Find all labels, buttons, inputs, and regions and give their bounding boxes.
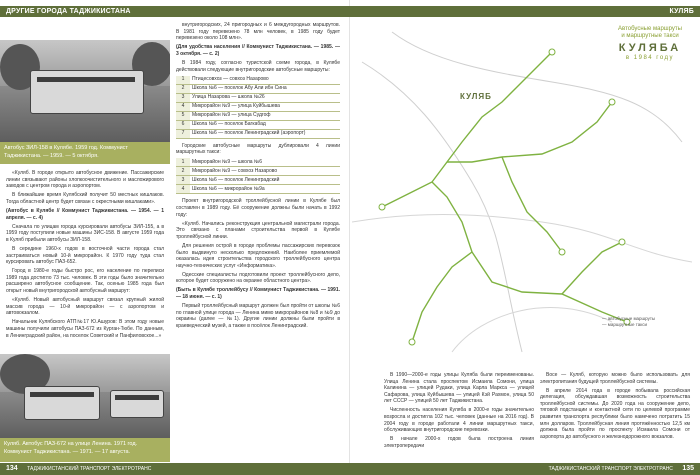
route-line — [562, 242, 622, 294]
route-line — [447, 102, 612, 162]
left-column-text — [6, 170, 164, 342]
bus-photo-2 — [0, 354, 170, 438]
source-citation: (Быть в Кулябе троллейбусу // Коммунист Таджикистана. — 1991. — 18 июня. — с. 1) — [176, 287, 340, 301]
table-row: 1 Птицесовхоз — совхоз Назарово — [176, 76, 340, 85]
paragraph: Сначала по улицам города курсировали автобусы ЗИЛ-155, а в 1959 году поступили новые машины ЗИС-158. В августе 1959 года в Куляб прибыли автобусы ЗИЛ-158. — [6, 223, 164, 243]
source-citation: (Автобус в Кулябе // Коммунист Таджикистана. — 1954. — 1 апреля. — с. 4) — [6, 207, 164, 221]
paragraph: В начале 2000-х годов была построена линия электропередачи — [384, 436, 534, 449]
paragraph: Для решения острой в городе проблемы пассажирских перевозок было выдвинуто несколько предложений. Наиболее приемлемой оказалась идея строительства городского троллейбусного центра научно-технических услуг «Информатика». — [176, 242, 340, 269]
map-title-year: в 1984 году — [625, 55, 675, 61]
map-title-line: и маршрутные такси — [621, 33, 679, 39]
right-running-header: КУЛЯБ — [350, 6, 700, 17]
paragraph: В ближайшие время Кулябский получит 50 местных кишлаков. Тогда областной центр будет связан с окрестными кишлаками». — [6, 192, 164, 205]
route-line — [412, 252, 472, 342]
route-terminals — [379, 49, 630, 345]
map-city-label: КУЛЯБ — [460, 92, 492, 101]
route-line — [382, 52, 552, 207]
paragraph: В апреле 2014 года в городе побывала российская делегация, обсуждавшая возможность строительства троллейбусной системы. До 2020 года на сооружение депо, тяговой подстанции и контактной сети по целевой программе развития транспорта республики было намечено потратить 15 млн долларов. Троллейбусная линия протяжённостью 12,5 км должна была пройти по проспекту Исмаила Сомони от аэропорта до автобусного и железнодорожного вокзалов. — [540, 387, 690, 440]
right-footer — [350, 463, 700, 475]
table-row: 3 Школа №6 — поселок Ленинградский — [176, 176, 340, 185]
route-terminal — [619, 239, 625, 245]
paragraph: В 1990—2000-е годы улицы Куляба были переименованы. Улица Ленина стала проспектом Исмаила Сомони, улица Калинина — улицей Рудаки, улица Карла Маркса — улицей Сафарова, улица Куйбышева — улицей Кэй Рахмон, улица 50 лет СССР — улицей 50 лет Таджикистана. — [384, 372, 534, 405]
table-row: 4 Школа №6 — микрорайон №9а — [176, 185, 340, 194]
paragraph: В середине 1960-х годов в восточной части города стал застраиваться новый 10-й микрорайон. К 1970 году туда стал курсировать автобус ПАЗ-652. — [6, 245, 164, 266]
paragraph: «Куляб. Новый автобусный маршрут связал крупный жилой массив города — 10-й микрорайон — с аэропортом и автовокзалом. — [6, 297, 164, 317]
paragraph: Городские автобусные маршруты дублировали 4 линии маршрутных такси: — [176, 142, 340, 156]
paragraph: Проект внутригородской троллейбусной линии в Кулябе был составлен в 1989 году. Её сооружение должны были начать в 1992 году: — [176, 198, 340, 218]
map-legend — [602, 316, 655, 328]
page-number: 134 — [6, 465, 18, 472]
paragraph: В 1984 году, согласно туристской схеме города, в Кулябе действовали следующие внутригородские автобусные маршруты: — [176, 59, 340, 73]
route-map — [352, 22, 692, 362]
bus-photo-1 — [0, 40, 170, 142]
paragraph: Начальник Кулябского АТП№17 Ю.Ашуров: В этом году новые машины получили автобусы ПАЗ-672 из Курган-Тюбе. По данным, в Ленинградский район, на поселок Советский и Панфиловское...» — [6, 319, 164, 339]
table-row: 3 Улица Назарова — школа №26 — [176, 93, 340, 102]
right-column-1-text — [384, 372, 534, 452]
left-footer — [0, 463, 350, 475]
map-road — [452, 308, 612, 352]
route-terminal — [609, 99, 615, 105]
table-row: 6 Школа №6 — поселок Багкабад — [176, 120, 340, 129]
route-line — [502, 157, 562, 252]
photo-2-caption: Куляб. Автобус ПАЗ-672 на улице Ленина. 1971 год. Коммунист Таджикистана. — 1971. — 17 августа. — [0, 438, 170, 462]
footer-text: ТАДЖИКИСТАНСКИЙ ТРАНСПОРТ ЭЛЕКТРОТРАНС — [548, 466, 673, 472]
paragraph: «Куляб. В городе открыто автобусное движение. Пассажирские линии связывают районы хлопкоочистительного и масложирового заводов с центром города и аэропортом. — [6, 170, 164, 190]
taxi-routes-table — [176, 158, 340, 194]
table-row: 2 Микрорайон №9 — совхоз Назарово — [176, 167, 340, 176]
bus-routes-table — [176, 76, 340, 139]
paragraph: Одесские специалисты подготовили проект троллейбусного депо, которое будет сооружено на окраине областного центра». — [176, 271, 340, 285]
paragraph: Первый троллейбусный маршрут должен был пройти от школы №6 по главной улице города — Ленина мимо микрорайонов №8 и №9 до окраины (далее — №1). Другие линии должны были пройти в краеведческий музей, а также в посёлок Ленинградский. — [176, 303, 340, 329]
left-column-2-text — [176, 22, 340, 332]
right-column-2-text — [540, 372, 690, 443]
table-row: 1 Микрорайон №9 — школа №6 — [176, 158, 340, 167]
route-line — [432, 182, 627, 322]
photo-1-caption: Автобус ЗИЛ-158 в Кулябе. 1959 год. Коммунист Таджикистана. — 1959. — 5 октября. — [0, 142, 170, 164]
table-row: 2 Школа №6 — поселок Абу Али ибн Сина — [176, 84, 340, 93]
paragraph: Восе — Куляб, которую можно было использовать для электропитания будущей троллейбусной системы. — [540, 372, 690, 385]
footer-text: ТАДЖИКИСТАНСКИЙ ТРАНСПОРТ ЭЛЕКТРОТРАНС — [27, 466, 152, 472]
legend-entry: — автобусные маршруты — [602, 316, 656, 321]
paragraph: внутригородских, 24 пригородных и 6 междугородных маршрутов. В 1981 году перевезено 78 млн человек, в 1985 году будет перевезено около 108 млн». — [176, 22, 340, 42]
map-title-block — [610, 26, 690, 61]
table-row: 5 Микрорайон №9 — улица Судгоф — [176, 111, 340, 120]
page-number: 135 — [682, 465, 694, 472]
route-terminal — [559, 249, 565, 255]
paragraph: Город в 1980-е годы быстро рос, его население по переписи 1989 года достигло 73 тыс. человек. В эти годы было значительно расширено автобусное сообщение. Так, осенью 1985 года был открыт новый внутригородской автобусный маршрут: — [6, 268, 164, 294]
route-terminal — [549, 49, 555, 55]
source-citation: (Для удобства населения // Коммунист Таджикистана. — 1985. — 3 октября. — с. 2) — [176, 44, 340, 57]
table-row: 7 Школа №6 — поселок Ленинградский (аэропорт) — [176, 129, 340, 138]
map-title-line: Автобусные маршруты — [618, 26, 682, 32]
route-lines — [382, 52, 627, 342]
left-running-header: ДРУГИЕ ГОРОДА ТАДЖИКИСТАНА — [0, 6, 350, 17]
map-road — [352, 215, 692, 263]
legend-entry: — маршрутные такси — [602, 322, 647, 327]
table-row: 4 Микрорайон №9 — улица Куйбышева — [176, 102, 340, 111]
route-terminal — [409, 339, 415, 345]
map-title-city: КУЛЯБА — [618, 42, 682, 54]
paragraph: «Куляб. Начались реконструкция центральной магистрали города. Это связано с планами строительства первой в Кулябе троллейбусной линии. — [176, 220, 340, 240]
route-terminal — [379, 204, 385, 210]
paragraph: Численность населения Куляба в 2000-е годы значительно возросла и достигла 102 тыс. человек (данные на 2016 год). В 2004 году в городе работали 4 линии маршрутных такси, обслуживающих внутригородские перевозки. — [384, 407, 534, 434]
